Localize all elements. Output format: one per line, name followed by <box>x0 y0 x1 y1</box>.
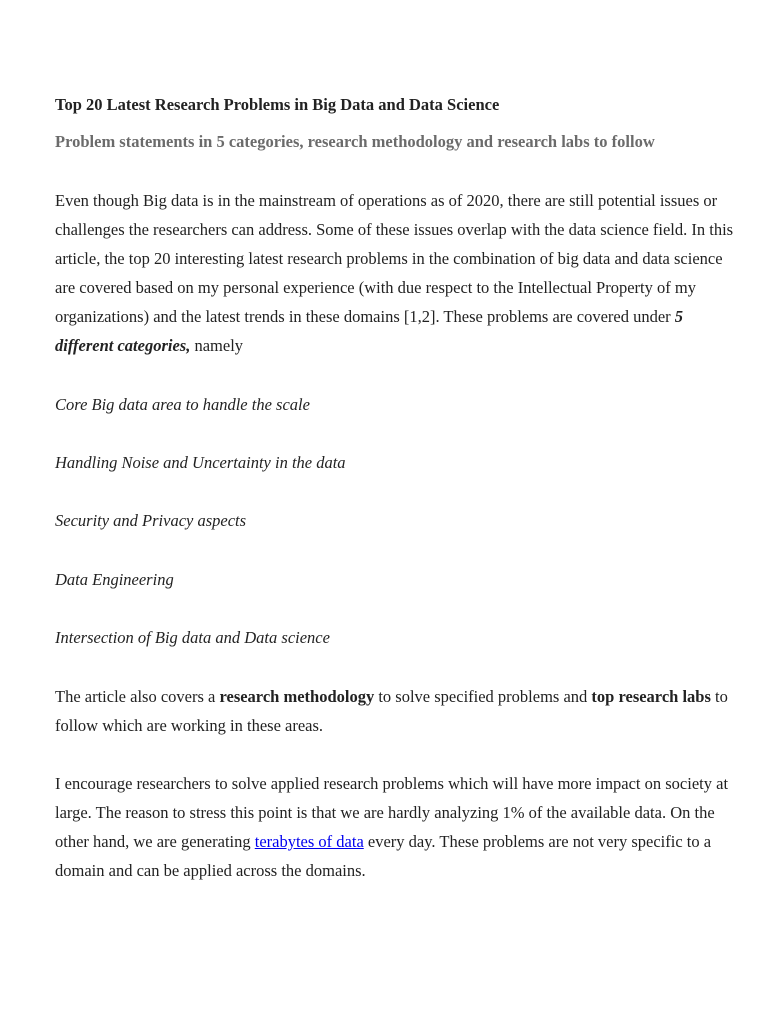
methodology-bold-2: top research labs <box>591 687 711 706</box>
closing-paragraph <box>55 769 735 885</box>
methodology-text-3: to follow which are working in these areas. <box>55 687 728 735</box>
category-item: Intersection of Big data and Data science <box>55 628 330 647</box>
closing-text-1: I encourage researchers to solve applied research problems which will have more impact on society at large. The reason to stress this point is that we are hardly analyzing 1% of the available data. On the other hand, we are generating <box>55 774 729 851</box>
terabytes-link[interactable]: terabytes of data <box>254 832 364 851</box>
intro-text: Even though Big data is in the mainstream of operations as of 2020, there are still potential issues or challenges the researchers can address. Some of these issues overlap with the data science field. In this article, the top 20 interesting latest research problems in the combination of big data and data science are covered based on my personal experience (with due respect to the Intellectual Property of my organizations) and the latest trends in these domains [1,2]. These problems are covered under <box>55 191 734 326</box>
methodology-text-1: The article also covers a <box>55 687 220 706</box>
article-title: Top 20 Latest Research Problems in Big Data and Data Science <box>55 95 500 114</box>
intro-paragraph <box>55 186 735 360</box>
intro-emphasis: 5 different categories, <box>55 307 684 355</box>
methodology-paragraph <box>55 682 735 740</box>
category-item: Handling Noise and Uncertainty in the data <box>55 453 346 472</box>
methodology-bold-1: research methodology <box>219 687 375 706</box>
category-item: Security and Privacy aspects <box>55 511 247 530</box>
closing-text-2: every day. These problems are not very specific to a domain and can be applied across the domains. <box>55 832 712 880</box>
methodology-text-2: to solve specified problems and <box>374 687 592 706</box>
intro-tail: namely <box>190 336 244 355</box>
article-subtitle: Problem statements in 5 categories, research methodology and research labs to follow <box>55 132 655 151</box>
category-item: Core Big data area to handle the scale <box>55 395 310 414</box>
category-item: Data Engineering <box>55 570 174 589</box>
